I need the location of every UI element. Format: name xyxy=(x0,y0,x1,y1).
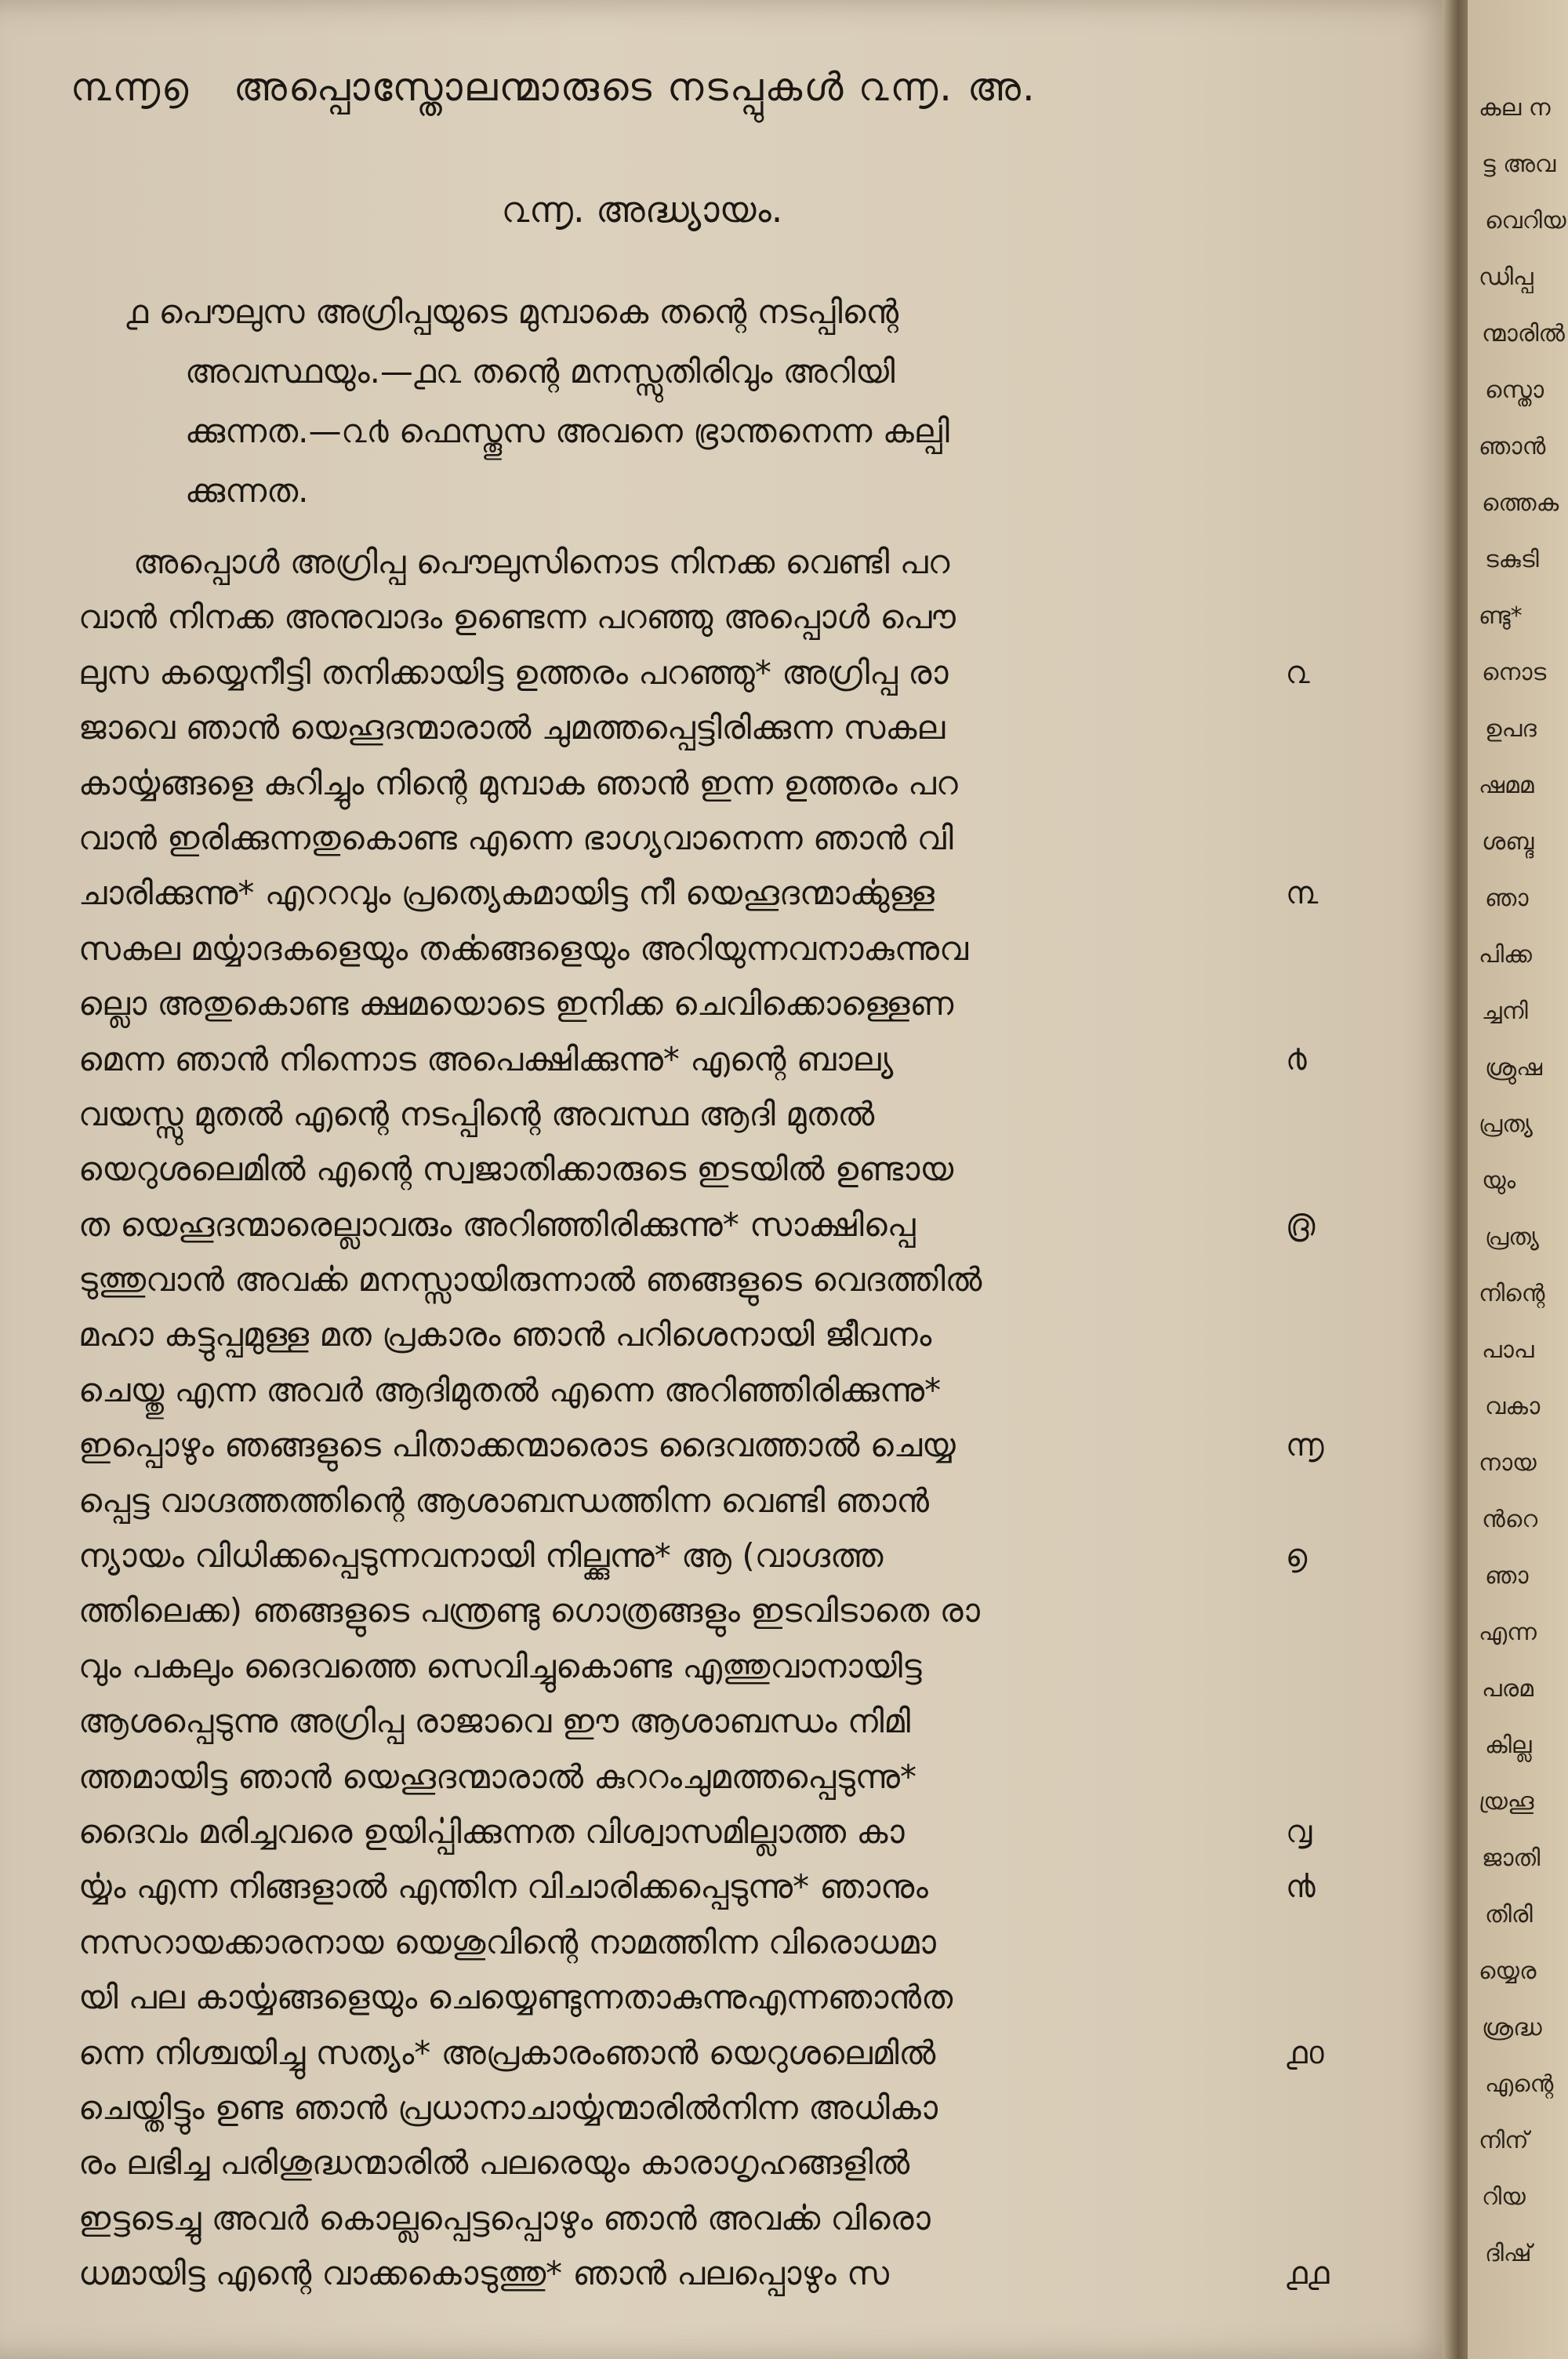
facing-page-fragment: നിന് xyxy=(1479,2127,1529,2154)
facing-page-fragment: ഡിപ്പ xyxy=(1479,264,1534,291)
facing-page-fragment: കല ന xyxy=(1479,94,1551,122)
verse-number xyxy=(1286,535,1356,590)
facing-page-fragment: ച്ചനി xyxy=(1482,998,1528,1025)
facing-page-fragment: പ്രത്യ xyxy=(1485,1223,1539,1251)
verse-number: ൪ xyxy=(1286,1041,1307,1078)
text-line: ആശപ്പെടുന്നു അഗ്രിപ്പ രാജാവെ ഈ ആശാബന്ധം നിമി xyxy=(78,1702,911,1741)
verse-number: ൬ xyxy=(1286,1427,1324,1464)
verse-number: ൯ xyxy=(1286,1869,1316,1906)
facing-page-fragment: എന്റെ xyxy=(1485,2070,1554,2098)
verse-number xyxy=(1286,2135,1356,2190)
text-line: വാൻ ഇരിക്കുന്നതുകൊണ്ട എന്നെ ഭാഗ്യവാനെന്ന ഞാൻ വി xyxy=(78,818,953,857)
page-number: ൩൬൭ xyxy=(71,64,191,110)
text-line: ത യെഹൂദന്മാരെല്ലാവരും അറിഞ്ഞിരിക്കുന്നു* സാക്ഷിപ്പെ xyxy=(78,1205,916,1244)
facing-page-fragment: ൻറെ xyxy=(1482,1506,1538,1533)
summary-line: ൧ പൌലുസ അഗ്രിപ്പയുടെ മുമ്പാകെ തന്റെ നടപ്പിന്റെ xyxy=(125,293,899,331)
text-line: ചാരിക്കുന്നു* എററവും പ്രത്യെകമായിട്ട നീ യെഹൂദന്മാൎക്കുള്ള xyxy=(78,874,935,913)
text-line: അപ്പൊൾ അഗ്രിപ്പ പൌലുസിനൊട നിനക്ക വെണ്ടി പറ xyxy=(133,543,950,581)
verse-number: ൧൦ xyxy=(1286,2034,1324,2071)
text-line: മെന്ന ഞാൻ നിന്നൊട അപെക്ഷിക്കുന്നു* എന്റെ ബാല്യ xyxy=(78,1039,894,1078)
verse-number xyxy=(1286,1750,1356,1805)
facing-page-fragment: ദിഷ് xyxy=(1485,2240,1532,2267)
facing-page-fragment: ശ്രുഷ xyxy=(1485,1054,1543,1081)
text-line: വും പകലും ദൈവത്തെ സെവിച്ചുകൊണ്ട എത്തുവാനായിട്ട xyxy=(78,1646,922,1685)
facing-page-fragment: വകാ xyxy=(1485,1393,1541,1420)
facing-page-fragment: നിന്റെ xyxy=(1479,1280,1545,1307)
verse-number xyxy=(1286,1639,1356,1694)
facing-page-fragment: ണ്ടു* xyxy=(1479,602,1523,630)
verse-number xyxy=(1286,1252,1356,1307)
facing-page-fragment: ഷമമ xyxy=(1479,772,1534,799)
facing-page-fragment: പിക്ക xyxy=(1479,941,1532,969)
summary-line: അവസ്ഥയും.—൧൨ തന്റെ മനസ്സുതിരിവും അറിയി xyxy=(185,352,895,391)
text-line: പ്പെട്ട വാഗ്ദത്തത്തിന്റെ ആശാബന്ധത്തിന്ന വെണ്ടി ഞാൻ xyxy=(78,1481,930,1520)
verse-number: ൧൧ xyxy=(1286,2255,1330,2292)
facing-page-fragment: സ്തൊ xyxy=(1485,376,1544,404)
verse-number xyxy=(1286,1087,1356,1142)
verse-number-column xyxy=(1286,535,1356,2302)
text-line: സകല മൎയ്യാദകളെയും തൎക്കങ്ങളെയും അറിയുന്നവനാകുന്നുവ xyxy=(78,929,968,968)
verse-number: ൨ xyxy=(1286,654,1310,691)
verse-number xyxy=(1286,1142,1356,1197)
verse-number xyxy=(1286,756,1356,811)
text-line: ലുസ കയ്യെനീട്ടി തനിക്കായിട്ട ഉത്തരം പറഞ്ഞു* അഗ്രിപ്പ രാ xyxy=(78,652,949,692)
facing-page-edge xyxy=(1468,0,1568,2359)
facing-page-fragment: പ്രത്യ xyxy=(1479,1110,1533,1138)
verse-number xyxy=(1286,2081,1356,2135)
text-line: മഹാ കട്ടുപ്പമുള്ള മത പ്രകാരം ഞാൻ പറിശെനായി ജീവനം xyxy=(78,1315,932,1354)
text-line: ചെയ്തിട്ടും ഉണ്ട ഞാൻ പ്രധാനാചാൎയ്യന്മാരിൽനിന്ന അധികാ xyxy=(78,2088,938,2127)
verse-number: ൫ xyxy=(1286,1206,1316,1243)
facing-page-fragment: റിയ xyxy=(1482,2183,1526,2211)
summary-line: ക്കുന്നത.—൨൪ ഫെസ്തൂസ അവനെ ഭ്രാന്തനെന്ന കല്പി xyxy=(185,412,949,450)
text-line: നസറായക്കാരനായ യെശുവിന്റെ നാമത്തിന്ന വിരൊധമാ xyxy=(78,1922,936,1961)
facing-page-fragment: തിരി xyxy=(1485,1901,1533,1928)
text-line: ല്ലൊ അതുകൊണ്ട ക്ഷമയൊടെ ഇനിക്ക ചെവിക്കൊള്ളെണ xyxy=(78,984,954,1023)
verse-number xyxy=(1286,1474,1356,1528)
facing-page-fragment: കില്ല xyxy=(1485,1732,1532,1759)
text-line: രം ലഭിച്ച പരിശുദ്ധന്മാരിൽ പലരെയും കാരാഗൃഹങ്ങളിൽ xyxy=(78,2143,910,2183)
facing-page-fragment: യ്യെര xyxy=(1479,1957,1537,1985)
running-head xyxy=(71,64,1168,111)
verse-number xyxy=(1286,590,1356,645)
facing-page-fragment: ടകുടി xyxy=(1485,546,1539,573)
text-line: കാൎയ്യങ്ങളെ കുറിച്ചും നിന്റെ മുമ്പാക ഞാൻ ഇന്ന ഉത്തരം പറ xyxy=(78,763,958,802)
verse-number: ൩ xyxy=(1286,875,1319,912)
facing-page-fragment: ഉപദ xyxy=(1485,715,1537,743)
text-line: ടുത്തുവാൻ അവൎക്ക മനസ്സായിരുന്നാൽ ഞങ്ങളുടെ വെദത്തിൽ xyxy=(78,1260,982,1299)
verse-number xyxy=(1286,1363,1356,1418)
verse-number xyxy=(1286,2191,1356,2246)
text-line: ഇപ്പൊഴും ഞങ്ങളുടെ പിതാക്കന്മാരൊട ദൈവത്താൽ ചെയ്യ xyxy=(78,1426,956,1465)
facing-page-fragment: നൊട xyxy=(1482,659,1547,686)
facing-page-fragment: വെറിയ xyxy=(1485,207,1566,234)
verse-number xyxy=(1286,1307,1356,1362)
chapter-title: ൨൬. അദ്ധ്യായം. xyxy=(502,188,783,231)
facing-page-fragment: ഞാൻ xyxy=(1479,433,1546,460)
text-line: ചെയ്തു എന്ന അവർ ആദിമുതൽ എന്നെ അറിഞ്ഞിരിക്കുന്നു* xyxy=(78,1370,942,1409)
text-line: വാൻ നിനക്ക അനുവാദം ഉണ്ടെന്ന പറഞ്ഞു അപ്പൊൾ പൌ xyxy=(78,598,956,637)
facing-page-fragment: ശബ്ദ xyxy=(1482,828,1534,856)
summary-line: ക്കുന്നത. xyxy=(185,471,309,510)
text-line: ന്യായം വിധിക്കപ്പെടുന്നവനായി നില്ക്കുന്നു* ആ (വാഗ്ദത്ത xyxy=(78,1536,884,1576)
facing-page-fragment: ഞാ xyxy=(1485,885,1529,912)
text-line: ത്തിലെക്ക) ഞങ്ങളുടെ പന്ത്രണ്ടു ഗൊത്രങ്ങളും ഇടവിടാതെ രാ xyxy=(78,1591,980,1630)
verse-number xyxy=(1286,1915,1356,1970)
text-line: യെറുശലെമിൽ എന്റെ സ്വജാതിക്കാരുടെ ഇടയിൽ ഉണ്ടായ xyxy=(78,1150,954,1189)
facing-page-fragment: ഞാ xyxy=(1485,1562,1529,1590)
facing-page-fragment: പരമ xyxy=(1482,1675,1534,1703)
verse-number: ൮ xyxy=(1286,1813,1312,1850)
verse-number xyxy=(1286,1694,1356,1749)
verse-number xyxy=(1286,1970,1356,2025)
facing-page-fragment: നായ xyxy=(1479,1449,1537,1477)
facing-page-fragment: പാപ xyxy=(1482,1336,1534,1364)
text-line: ദൈവം മരിച്ചവരെ ഉയിൎപ്പിക്കുന്നത വിശ്വാസമില്ലാത്ത കാ xyxy=(78,1812,905,1851)
facing-page-fragment: എന്ന xyxy=(1479,1619,1537,1646)
facing-page-fragment: ത്തെക xyxy=(1482,489,1559,517)
verse-number xyxy=(1286,811,1356,866)
text-line: വയസ്സു മുതൽ എന്റെ നടപ്പിന്റെ അവസ്ഥ ആദി മുതൽ xyxy=(78,1094,875,1133)
verse-number xyxy=(1286,700,1356,755)
facing-page-fragment: ശ്രദ്ധ xyxy=(1482,2014,1542,2041)
facing-page-fragment: ന്മാരിൽ xyxy=(1482,320,1565,347)
body-text xyxy=(78,535,1278,2302)
verse-number: ൭ xyxy=(1286,1538,1308,1575)
chapter-summary xyxy=(125,282,1262,521)
verse-number xyxy=(1286,976,1356,1031)
verse-number xyxy=(1286,1583,1356,1638)
facing-page-fragment: ട്ട അവ xyxy=(1482,151,1556,178)
facing-page-fragment: യ്രഹൂ xyxy=(1479,1788,1534,1816)
text-line: ജാവെ ഞാൻ യെഹൂദന്മാരാൽ ചുമത്തപ്പെട്ടിരിക്കുന്ന സകല xyxy=(78,708,946,747)
facing-page-fragment: ജാതി xyxy=(1482,1845,1541,1872)
text-line: ധമായിട്ട എന്റെ വാക്കകൊടുത്തു* ഞാൻ പലപ്പൊഴും സ xyxy=(78,2254,889,2293)
text-line: ൎയ്യം എന്ന നിങ്ങളാൽ എന്തിന വിചാരിക്കപ്പെടുന്നു* ഞാനും xyxy=(78,1867,928,1906)
text-line: ന്നെ നിശ്ചയിച്ചു സത്യം* അപ്രകാരംഞാൻ യെറുശലെമിൽ xyxy=(78,2033,936,2072)
text-line: ത്തമായിട്ട ഞാൻ യെഹൂദന്മാരാൽ കുററംചുമത്തപ്പെടുന്നു* xyxy=(78,1757,916,1796)
text-line: യി പല കാൎയ്യങ്ങളെയും ചെയ്യെണ്ടുന്നതാകുന്നുഎന്നഞാൻത xyxy=(78,1978,953,2017)
running-title: അപ്പൊസ്തോലന്മാരുടെ നടപ്പുകൾ ൨൬. അ. xyxy=(233,64,1036,110)
facing-page-fragment: യും xyxy=(1482,1167,1516,1194)
text-line: ഇട്ടടെച്ചു അവർ കൊല്ലപ്പെട്ടപ്പൊഴും ഞാൻ അവൎക്ക വിരൊ xyxy=(78,2198,931,2237)
verse-number xyxy=(1286,921,1356,976)
